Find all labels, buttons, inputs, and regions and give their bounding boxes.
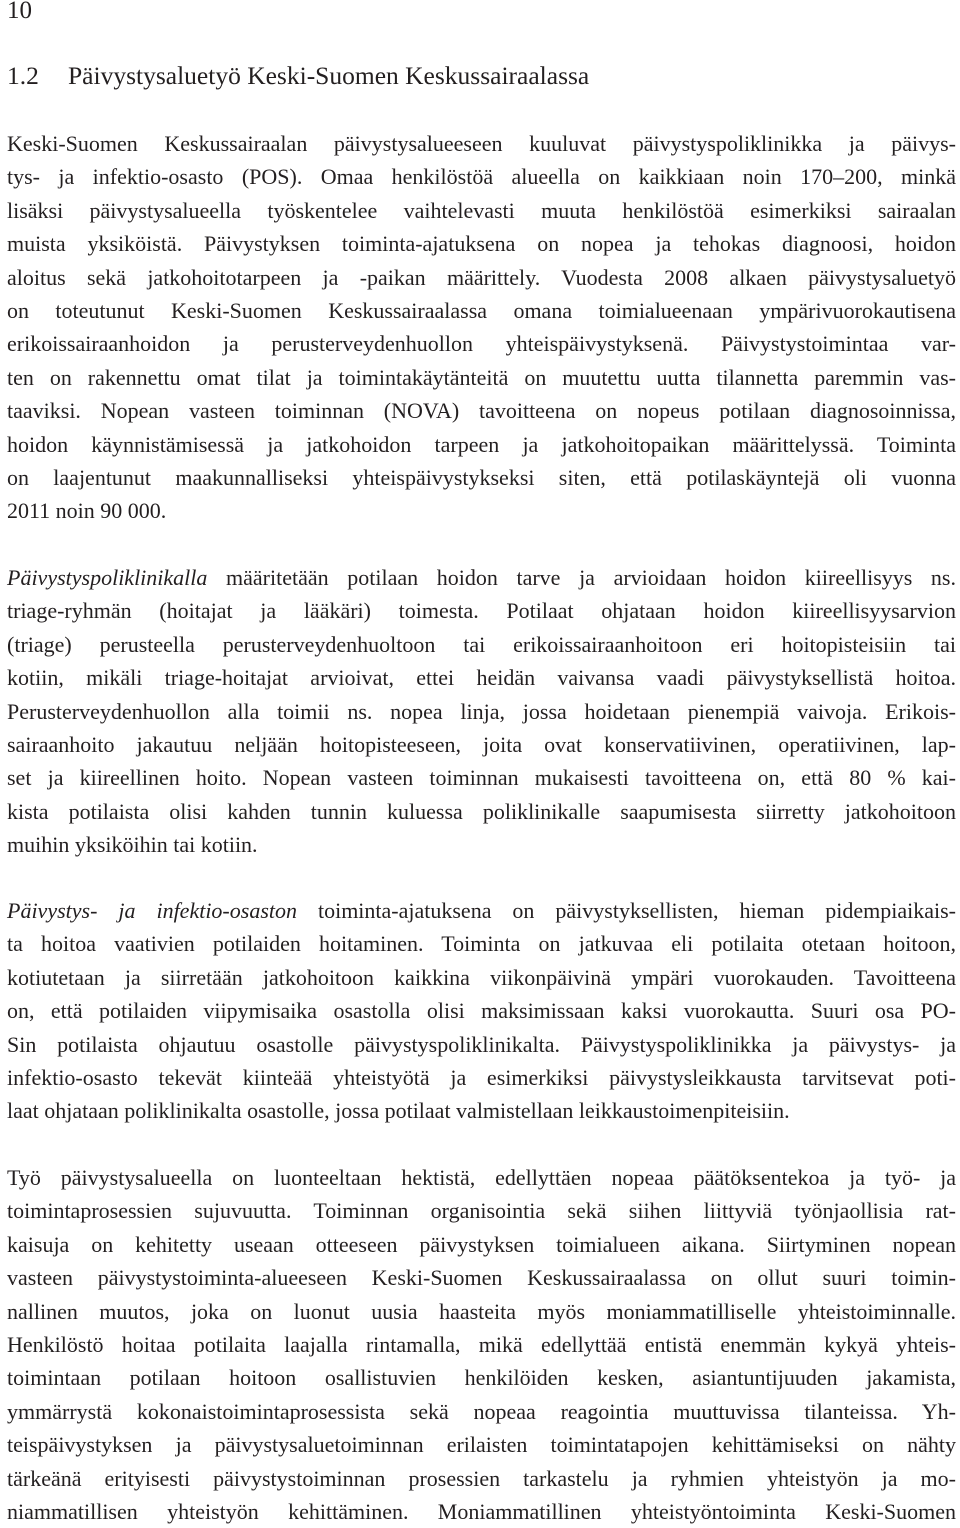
text-line: Keski-Suomen Keskussairaalan päivystysalueeseen kuuluvat päivystyspoliklinikka ja päivys- xyxy=(7,131,956,156)
text-line: muihin yksiköihin tai kotiin. xyxy=(7,832,258,858)
paragraph-4 xyxy=(7,1161,956,1528)
text-line-rest: määritetään potilaan hoidon tarve ja arvioidaan hoidon kiireellisyys ns. xyxy=(207,565,956,590)
paragraph-1 xyxy=(7,127,956,528)
text-line: kista potilaista olisi kahden tunnin kuluessa poliklinikalle saapumisesta siirretty jatkohoitoon xyxy=(7,798,956,824)
text-line: set ja kiireellinen hoito. Nopean vasteen toiminnan mukaisesti tavoitteena on, että 80 % kai- xyxy=(7,765,956,791)
text-line: tys- ja infektio-osasto (POS). Omaa henkilöstöä alueella on kaikkiaan noin 170–200, minkä xyxy=(7,164,956,190)
paragraph-text xyxy=(7,127,956,528)
text-line: aloitus sekä jatkohoitotarpeen ja -paikan määrittely. Vuodesta 2008 alkaen päivystysaluetyö xyxy=(7,264,956,290)
text-line: niammatillisen yhteistyön kehittäminen. Moniammatillinen yhteistyöntoiminta Keski-Suomen xyxy=(7,1499,956,1525)
text-line: laat ohjataan poliklinikalta osastolle, jossa potilaat valmistellaan leikkaustoimenpiteisiin. xyxy=(7,1098,790,1124)
text-line: infektio-osasto tekevät kiinteää yhteistyötä ja esimerkiksi päivystysleikkausta tarvitsevat poti- xyxy=(7,1065,956,1091)
text-line: tärkeänä erityisesti päivystystoiminnan prosessien tarkastelu ja ryhmien yhteistyön ja mo- xyxy=(7,1465,956,1491)
text-line: Henkilöstö hoitaa potilaita laajalla rintamalla, mikä edellyttää entistä enemmän kykyä yhteis- xyxy=(7,1332,956,1358)
text-line: Sin potilaista ohjautuu osastolle päivystyspoliklinikalta. Päivystyspoliklinikka ja päivystys- ja xyxy=(7,1031,956,1057)
text-line: vasteen päivystystoiminta-alueeseen Keski-Suomen Keskussairaalassa on ollut suuri toimin- xyxy=(7,1265,956,1291)
section-number: 1.2 xyxy=(7,61,39,90)
text-line: taaviksi. Nopean vasteen toiminnan (NOVA) tavoitteena on nopeus potilaan diagnosoinnissa, xyxy=(7,398,956,424)
text-line: on toteutunut Keski-Suomen Keskussairaalassa omana toimialueenaan ympärivuorokautisena xyxy=(7,298,956,324)
italic-term: Päivystyspoliklinikalla xyxy=(7,565,208,590)
text-line: sairaanhoito jakautuu neljään hoitopisteeseen, joita ovat konservatiivinen, operatiivinen, lap- xyxy=(7,732,956,758)
paragraph-2 xyxy=(7,561,956,862)
text-line: ta hoitoa vaativien potilaiden hoitaminen. Toiminta on jatkuvaa eli potilaita otetaan hoitoon, xyxy=(7,931,956,957)
paragraph-3 xyxy=(7,894,956,1128)
text-line: ten on rakennettu omat tilat ja toimintakäytänteitä on muutettu uutta tilannetta paremmin vas- xyxy=(7,364,956,390)
text-line: muista yksiköistä. Päivystyksen toiminta-ajatuksena on nopea ja tehokas diagnoosi, hoidon xyxy=(7,231,956,257)
text-line: ymmärrystä kokonaistoimintaprosessista sekä nopeaa reagointia muuttuvissa tilanteissa. Yh- xyxy=(7,1398,956,1424)
text-line: kotiin, mikäli triage-hoitajat arvioivat, ettei heidän vaivansa vaadi päivystyksellistä hoitoa. xyxy=(7,665,956,691)
text-line: teispäivystyksen ja päivystysaluetoiminnan erilaisten toimintatapojen kehittämiseksi on nähty xyxy=(7,1432,956,1458)
text-line xyxy=(7,561,956,594)
italic-term: Päivystys- ja infektio-osaston xyxy=(7,898,297,923)
text-line: 2011 noin 90 000. xyxy=(7,498,167,524)
text-line: toimintaan potilaan hoitoon osallistuvien henkilöiden kesken, asiantuntijuuden jakamista, xyxy=(7,1365,956,1391)
text-line: kotiutetaan ja siirretään jatkohoitoon kaikkina viikonpäivinä ympäri vuorokauden. Tavoitteena xyxy=(7,964,956,990)
text-line: Työ päivystysalueella on luonteeltaan hektistä, edellyttäen nopeaa päätöksentekoa ja työ- ja xyxy=(7,1165,956,1190)
text-line: (triage) perusteella perusterveydenhuoltoon tai erikoissairaanhoitoon eri hoitopisteisiin tai xyxy=(7,631,956,657)
paragraph-text xyxy=(7,561,956,862)
text-line xyxy=(7,894,956,927)
section-heading xyxy=(7,60,589,92)
text-line: hoidon käynnistämisessä ja jatkohoidon tarpeen ja jatkohoitopaikan määrittelyssä. Toiminta xyxy=(7,431,956,457)
page-number: 10 xyxy=(7,0,32,24)
text-line: triage-ryhmän (hoitajat ja lääkäri) toimesta. Potilaat ohjataan hoidon kiireellisyysarvion xyxy=(7,598,956,624)
text-line: lisäksi päivystysalueella työskentelee vaihtelevasti muuta henkilöstöä esimerkiksi sairaalan xyxy=(7,197,956,223)
section-title: Päivystysaluetyö Keski-Suomen Keskussairaalassa xyxy=(68,61,590,90)
text-line: toimintaprosessien sujuvuutta. Toiminnan organisointia sekä siihen liittyviä työnjaollisia rat- xyxy=(7,1198,956,1224)
paragraph-text xyxy=(7,1161,956,1528)
text-line: on laajentunut maakunnalliseksi yhteispäivystykseksi siten, että potilaskäyntejä oli vuonna xyxy=(7,465,956,491)
text-line: erikoissairaanhoidon ja perusterveydenhuollon yhteispäivystyksenä. Päivystystoimintaa var- xyxy=(7,331,956,357)
text-line-rest: toiminta-ajatuksena on päivystyksellisten, hieman pidempiaikais- xyxy=(297,898,956,923)
text-line: nallinen muutos, joka on luonut uusia haasteita myös moniammatilliselle yhteistoiminnalle. xyxy=(7,1298,956,1324)
text-line: Perusterveydenhuollon alla toimii ns. nopea linja, jossa hoidetaan pienempiä vaivoja. Erikois- xyxy=(7,698,956,724)
paragraph-text xyxy=(7,894,956,1128)
text-line: kaisuja on kehitetty useaan otteeseen päivystyksen toimialueen aikana. Siirtyminen nopean xyxy=(7,1231,956,1257)
text-line: on, että potilaiden viipymisaika osastolla olisi maksimissaan kaksi vuorokautta. Suuri osa PO- xyxy=(7,998,956,1024)
